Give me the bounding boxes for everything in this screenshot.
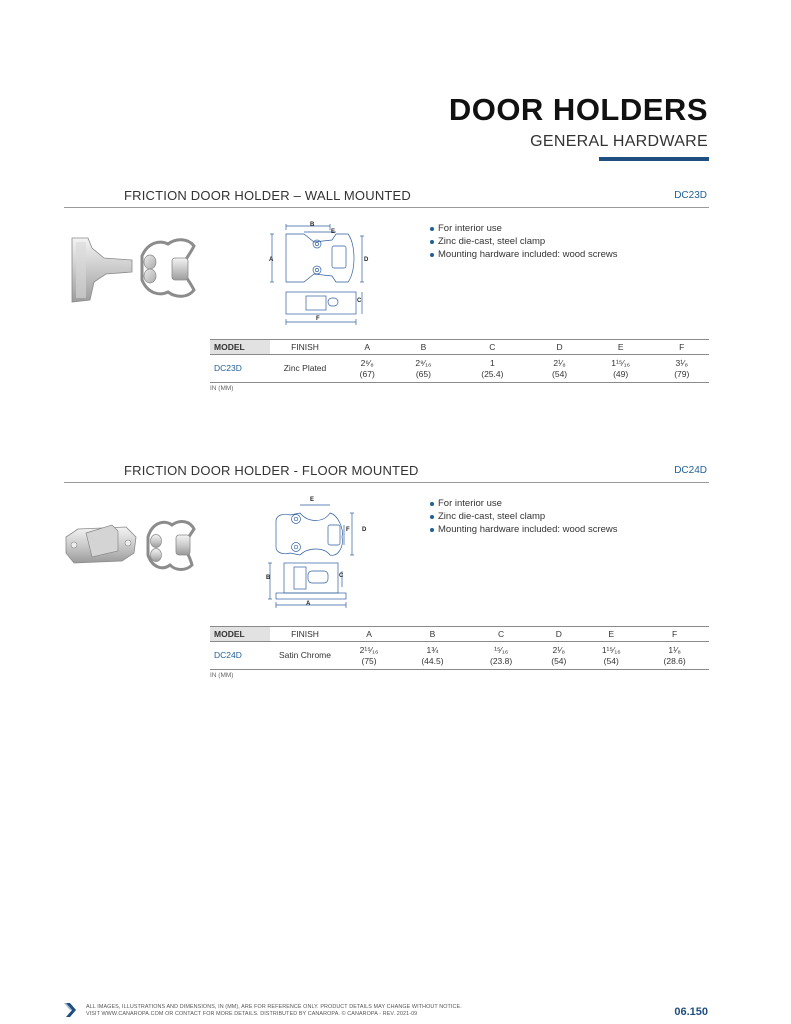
- section-code: DC24D: [674, 465, 707, 476]
- dim-mm: (25.4): [481, 368, 504, 379]
- dim-mm: (28.6): [663, 655, 686, 666]
- dimension-drawing: [264, 222, 374, 326]
- dim-cell-f: [640, 642, 709, 670]
- dim-mm: (79): [674, 368, 690, 379]
- dim-inches: ¹⁵⁄₁₆: [494, 644, 509, 655]
- table-row: [210, 355, 709, 383]
- col-header-c: C: [452, 340, 532, 355]
- dim-cell-a: [340, 355, 394, 383]
- dim-cell-b: [398, 642, 467, 670]
- feature-item: For interior use: [430, 497, 618, 510]
- finish-cell: Satin Chrome: [270, 642, 340, 670]
- dim-inches: 1: [490, 357, 495, 368]
- footer-line: VISIT WWW.CANAROPA.COM OR CONTACT FOR MORE DETAILS. DISTRIBUTED BY CANAROPA. © CANAROPA - REV. 2021-09: [86, 1011, 418, 1017]
- dimension-label-b: B: [310, 222, 315, 228]
- dimension-drawing: [264, 495, 374, 611]
- spec-table: [210, 626, 709, 670]
- dim-cell-c: [452, 355, 532, 383]
- dim-cell-b: [394, 355, 452, 383]
- dim-cell-c: [467, 642, 536, 670]
- col-header-b: B: [398, 627, 467, 642]
- model-code-link[interactable]: DC23D: [210, 355, 270, 383]
- feature-list: [430, 497, 618, 536]
- unit-note: IN (MM): [210, 385, 234, 392]
- dim-cell-d: [535, 642, 582, 670]
- col-header-e: E: [582, 627, 640, 642]
- feature-list: [430, 222, 618, 261]
- section-code: DC23D: [674, 190, 707, 201]
- table-header-row: [210, 627, 709, 642]
- dimension-label-d: D: [364, 257, 369, 263]
- dim-inches: 1¹⁵⁄₁₆: [601, 644, 621, 655]
- dimension-label-d: D: [362, 527, 367, 533]
- dimension-label-f: F: [316, 316, 320, 322]
- unit-note: IN (MM): [210, 672, 234, 679]
- brand-chevron-icon: [64, 1002, 78, 1018]
- dim-inches: 2¹⁄₈: [553, 357, 566, 368]
- dim-mm: (54): [552, 368, 568, 379]
- table-header-row: [210, 340, 709, 355]
- feature-item: Zinc die-cast, steel clamp: [430, 510, 618, 523]
- dimension-label-e: E: [310, 497, 315, 503]
- dim-cell-f: [655, 355, 709, 383]
- footer-disclaimer: [86, 1004, 462, 1018]
- dim-mm: (44.5): [421, 655, 444, 666]
- dim-inches: 2⁶⁄₈: [360, 357, 374, 368]
- dimension-label-a: A: [306, 601, 311, 607]
- dim-mm: (54): [551, 655, 567, 666]
- dimension-label-f: F: [346, 527, 350, 533]
- dim-mm: (67): [359, 368, 375, 379]
- dim-inches: 2¹⁵⁄₁₆: [359, 644, 379, 655]
- col-header-a: A: [340, 340, 394, 355]
- dim-inches: 2¹⁄₈: [552, 644, 566, 655]
- product-section-wall-mounted: [64, 188, 709, 398]
- feature-item: Zinc die-cast, steel clamp: [430, 235, 618, 248]
- finish-cell: Zinc Plated: [270, 355, 340, 383]
- feature-item: Mounting hardware included: wood screws: [430, 523, 618, 536]
- dim-cell-e: [587, 355, 655, 383]
- model-code-link[interactable]: DC24D: [210, 642, 270, 670]
- col-header-c: C: [467, 627, 536, 642]
- product-photo: [64, 515, 199, 575]
- col-header-finish: FINISH: [270, 627, 340, 642]
- dim-cell-e: [582, 642, 640, 670]
- col-header-d: D: [535, 627, 582, 642]
- dim-inches: 2⁹⁄₁₆: [415, 357, 432, 368]
- dim-mm: (23.8): [490, 655, 513, 666]
- col-header-f: F: [640, 627, 709, 642]
- dim-inches: 1¾: [426, 644, 439, 655]
- dimension-label-a: A: [269, 257, 274, 263]
- page-title: DOOR HOLDERS: [448, 92, 708, 127]
- col-header-e: E: [587, 340, 655, 355]
- dimension-label-c: C: [357, 298, 362, 304]
- dimension-label-c: C: [339, 573, 344, 579]
- footer-line: ALL IMAGES, ILLUSTRATIONS AND DIMENSIONS, IN (MM), ARE FOR REFERENCE ONLY. PRODUCT DETAILS MAY CHANGE WITHOUT NOTICE.: [86, 1004, 462, 1010]
- product-photo: [64, 232, 199, 312]
- dim-cell-d: [532, 355, 586, 383]
- col-header-d: D: [532, 340, 586, 355]
- section-title: FRICTION DOOR HOLDER – WALL MOUNTED: [124, 188, 412, 203]
- page-subtitle: GENERAL HARDWARE: [530, 133, 708, 150]
- dim-mm: (49): [613, 368, 629, 379]
- section-title: FRICTION DOOR HOLDER - FLOOR MOUNTED: [124, 463, 419, 478]
- feature-item: Mounting hardware included: wood screws: [430, 248, 618, 261]
- dim-mm: (65): [415, 368, 431, 379]
- dim-mm: (75): [361, 655, 377, 666]
- spec-table: [210, 339, 709, 383]
- col-header-model: MODEL: [210, 340, 270, 355]
- col-header-a: A: [340, 627, 398, 642]
- col-header-f: F: [655, 340, 709, 355]
- section-divider: [64, 207, 709, 208]
- feature-item: For interior use: [430, 222, 618, 235]
- col-header-finish: FINISH: [270, 340, 340, 355]
- dim-mm: (54): [603, 655, 619, 666]
- col-header-model: MODEL: [210, 627, 270, 642]
- product-section-floor-mounted: [64, 463, 709, 683]
- dim-inches: 1¹⁵⁄₁₆: [611, 357, 631, 368]
- dim-inches: 1¹⁄₈: [668, 644, 681, 655]
- dim-cell-a: [340, 642, 398, 670]
- header-accent-bar: [599, 157, 709, 161]
- col-header-b: B: [394, 340, 452, 355]
- section-divider: [64, 482, 709, 483]
- dimension-label-e: E: [331, 229, 336, 235]
- page-number: 06.150: [674, 1006, 708, 1018]
- dim-inches: 3¹⁄₈: [675, 357, 689, 368]
- table-row: [210, 642, 709, 670]
- dimension-label-b: B: [266, 575, 271, 581]
